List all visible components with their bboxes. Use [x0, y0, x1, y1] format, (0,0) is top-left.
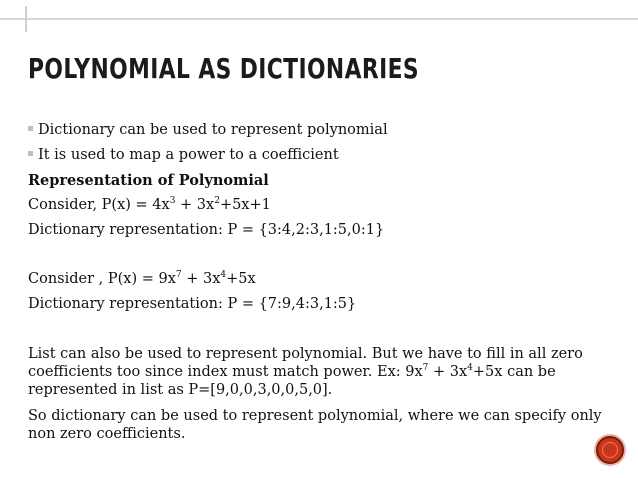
bullet-item: It is used to map a power to a coefficient — [28, 147, 339, 163]
decorative-badge — [596, 436, 624, 464]
example1-polynomial: Consider, $P(x) = 4x^3 + 3x^2+5x+1$ — [28, 196, 271, 213]
example2-polynomial: Consider , $P(x) = 9x^7 + 3x^4+5x$ — [28, 270, 256, 287]
left-accent-line — [25, 6, 27, 32]
badge-ring — [602, 442, 618, 458]
slide-title: POLYNOMIAL AS DICTIONARIES — [28, 52, 420, 85]
bullet-item: Dictionary can be used to represent polynomial — [28, 122, 388, 138]
list-paragraph: List can also be used to represent polynomial. But we have to fill in all zero coefficients too since index must match power. Ex: $9x^7 + 3x^4+5x$ can be represented in list as P=[9,0,0,3,0,0,5,0]. — [28, 346, 583, 398]
section-heading: Representation of Polynomial — [28, 172, 269, 189]
example2-dictionary: Dictionary representation: P = {7:9,4:3,1:5} — [28, 296, 357, 312]
closing-paragraph: So dictionary can be used to represent polynomial, where we can specify only non zero coefficients. — [28, 408, 602, 442]
example1-dictionary: Dictionary representation: P = {3:4,2:3,1:5,0:1} — [28, 222, 385, 238]
top-divider — [0, 18, 638, 20]
